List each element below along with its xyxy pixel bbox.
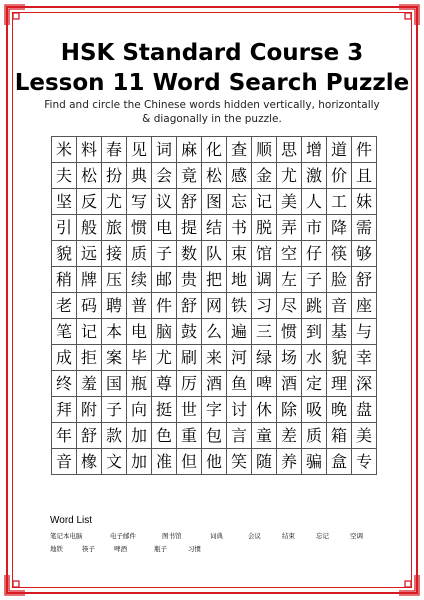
grid-cell[interactable]: 竟 [177,163,202,189]
grid-cell[interactable]: 吸 [302,397,327,423]
grid-cell[interactable]: 貌 [52,241,77,267]
word-list-item: 空调 [350,532,363,540]
grid-cell[interactable]: 舒 [177,293,202,319]
grid-cell[interactable]: 旅 [102,215,127,241]
grid-cell[interactable]: 地 [227,267,252,293]
grid-cell[interactable]: 骗 [302,449,327,475]
grid-cell[interactable]: 尤 [277,163,302,189]
grid-cell[interactable]: 激 [302,163,327,189]
grid-cell[interactable]: 与 [352,319,377,345]
grid-cell[interactable]: 终 [52,371,77,397]
grid-cell[interactable]: 晚 [327,397,352,423]
grid-cell[interactable]: 议 [152,189,177,215]
grid-cell[interactable]: 筷 [327,241,352,267]
grid-cell[interactable]: 色 [152,423,177,449]
grid-cell[interactable]: 定 [302,371,327,397]
word-list-item: 会议 [248,532,261,540]
grid-cell[interactable]: 字 [202,397,227,423]
page-subtitle: Lesson 11 Word Search Puzzle [14,70,410,96]
grid-cell[interactable]: 准 [152,449,177,475]
grid-cell[interactable]: 啤 [252,371,277,397]
grid-cell[interactable]: 惯 [127,215,152,241]
grid-cell[interactable]: 基 [327,319,352,345]
corner-ornament-icon [4,574,26,596]
grid-cell[interactable]: 盒 [327,449,352,475]
word-list-item: 电子邮件 [110,532,136,540]
grid-cell[interactable]: 音 [52,449,77,475]
grid-cell[interactable]: 件 [152,293,177,319]
grid-cell[interactable]: 世 [177,397,202,423]
word-list-item: 习惯 [188,545,201,553]
grid-cell[interactable]: 稍 [52,267,77,293]
grid-cell[interactable]: 场 [277,345,302,371]
grid-cell[interactable]: 重 [177,423,202,449]
grid-cell[interactable]: 质 [127,241,152,267]
grid-cell[interactable]: 鼓 [177,319,202,345]
grid-cell[interactable]: 他 [202,449,227,475]
grid-cell[interactable]: 舒 [177,189,202,215]
grid-cell[interactable]: 遍 [227,319,252,345]
grid-cell[interactable]: 写 [127,189,152,215]
word-list-item: 地铁 [50,545,63,553]
word-list-item: 瓶子 [154,545,167,553]
grid-cell[interactable]: 羞 [77,371,102,397]
grid-cell[interactable]: 顺 [252,137,277,163]
grid-cell[interactable]: 尊 [152,371,177,397]
grid-cell[interactable]: 水 [302,345,327,371]
grid-cell[interactable]: 座 [352,293,377,319]
grid-cell[interactable]: 思 [277,137,302,163]
grid-cell[interactable]: 典 [127,163,152,189]
grid-cell[interactable]: 接 [102,241,127,267]
grid-cell[interactable]: 人 [302,189,327,215]
word-list-heading: Word List [50,515,93,526]
word-list-item: 图书馆 [162,532,182,540]
grid-cell[interactable]: 酒 [202,371,227,397]
grid-cell[interactable]: 质 [302,423,327,449]
grid-cell[interactable]: 但 [177,449,202,475]
grid-cell[interactable]: 讨 [227,397,252,423]
page-title: HSK Standard Course 3 [60,40,364,66]
grid-cell[interactable]: 瓶 [127,371,152,397]
grid-cell[interactable]: 年 [52,423,77,449]
grid-cell[interactable]: 舒 [77,423,102,449]
grid-cell[interactable]: 仔 [302,241,327,267]
grid-cell[interactable]: 笔 [52,319,77,345]
grid-cell[interactable]: 美 [277,189,302,215]
grid-cell[interactable]: 且 [352,163,377,189]
grid-cell[interactable]: 加 [127,449,152,475]
grid-cell[interactable]: 邮 [152,267,177,293]
grid-cell[interactable]: 坚 [52,189,77,215]
grid-cell[interactable]: 河 [227,345,252,371]
grid-cell[interactable]: 老 [52,293,77,319]
grid-cell[interactable]: 够 [352,241,377,267]
grid-cell[interactable]: 码 [77,293,102,319]
grid-cell[interactable]: 音 [327,293,352,319]
grid-cell[interactable]: 价 [327,163,352,189]
grid-cell[interactable]: 三 [252,319,277,345]
grid-cell[interactable]: 向 [127,397,152,423]
grid-cell[interactable]: 牌 [77,267,102,293]
grid-cell[interactable]: 感 [227,163,252,189]
grid-cell[interactable]: 款 [102,423,127,449]
word-list-item: 笔记本电脑 [50,532,83,540]
grid-cell[interactable]: 箱 [327,423,352,449]
grid-cell[interactable]: 尤 [102,189,127,215]
grid-cell[interactable]: 网 [202,293,227,319]
grid-cell[interactable]: 养 [277,449,302,475]
grid-cell[interactable]: 会 [152,163,177,189]
grid-cell[interactable]: 脑 [152,319,177,345]
grid-cell[interactable]: 馆 [252,241,277,267]
grid-cell[interactable]: 松 [202,163,227,189]
grid-cell[interactable]: 刷 [177,345,202,371]
grid-cell[interactable]: 米 [52,137,77,163]
word-list-item: 结束 [282,532,295,540]
grid-cell[interactable]: 普 [127,293,152,319]
grid-cell[interactable]: 松 [77,163,102,189]
grid-cell[interactable]: 绿 [252,345,277,371]
grid-cell[interactable]: 提 [177,215,202,241]
grid-cell[interactable]: 酒 [277,371,302,397]
grid-cell[interactable]: 压 [102,267,127,293]
corner-ornament-icon [398,4,420,26]
grid-cell[interactable]: 降 [327,215,352,241]
grid-cell[interactable]: 引 [52,215,77,241]
corner-ornament-icon [398,574,420,596]
grid-cell[interactable]: 般 [77,215,102,241]
grid-cell[interactable]: 习 [252,293,277,319]
grid-cell[interactable]: 理 [327,371,352,397]
grid-cell[interactable]: 记 [77,319,102,345]
grid-cell[interactable]: 束 [227,241,252,267]
grid-cell[interactable]: 市 [302,215,327,241]
grid-cell[interactable]: 来 [202,345,227,371]
grid-cell[interactable]: 电 [152,215,177,241]
grid-cell[interactable]: 贵 [177,267,202,293]
grid-cell[interactable]: 脸 [327,267,352,293]
grid-cell[interactable]: 子 [152,241,177,267]
grid-cell[interactable]: 续 [127,267,152,293]
grid-cell[interactable]: 电 [127,319,152,345]
grid-cell[interactable]: 铁 [227,293,252,319]
grid-cell[interactable]: 结 [202,215,227,241]
grid-cell[interactable]: 厉 [177,371,202,397]
grid-cell[interactable]: 增 [302,137,327,163]
word-list-item: 忘记 [316,532,329,540]
grid-cell[interactable]: 尤 [152,345,177,371]
grid-cell[interactable]: 言 [227,423,252,449]
grid-cell[interactable]: 妹 [352,189,377,215]
grid-cell[interactable]: 童 [252,423,277,449]
word-list-item: 啤酒 [114,545,127,553]
grid-cell[interactable]: 本 [102,319,127,345]
grid-cell[interactable]: 把 [202,267,227,293]
grid-cell[interactable]: 附 [77,397,102,423]
grid-cell[interactable]: 随 [252,449,277,475]
word-list-item: 词典 [210,532,223,540]
word-list-item: 筷子 [82,545,95,553]
grid-cell[interactable]: 鱼 [227,371,252,397]
grid-cell[interactable]: 需 [352,215,377,241]
grid-cell[interactable]: 貌 [327,345,352,371]
corner-ornament-icon [4,4,26,26]
grid-cell[interactable]: 拒 [77,345,102,371]
grid-cell[interactable]: 拜 [52,397,77,423]
grid-cell[interactable]: 数 [177,241,202,267]
grid-cell[interactable]: 见 [127,137,152,163]
grid-cell[interactable]: 麻 [177,137,202,163]
grid-cell[interactable]: 春 [102,137,127,163]
grid-cell[interactable]: 反 [77,189,102,215]
grid-cell[interactable]: 案 [102,345,127,371]
grid-cell[interactable]: 图 [202,189,227,215]
grid-cell[interactable]: 惯 [277,319,302,345]
instructions: Find and circle the Chinese words hidden vertically, horizontally & diagonally in the puzzle. [44,99,380,125]
grid-cell[interactable]: 包 [202,423,227,449]
grid-cell[interactable]: 远 [77,241,102,267]
grid-cell[interactable]: 道 [327,137,352,163]
grid-cell[interactable]: 国 [102,371,127,397]
grid-cell[interactable]: 挺 [152,397,177,423]
grid-cell[interactable]: 记 [252,189,277,215]
grid-cell[interactable]: 扮 [102,163,127,189]
grid-cell[interactable]: 金 [252,163,277,189]
grid-cell[interactable]: 书 [227,215,252,241]
grid-cell[interactable]: 休 [252,397,277,423]
grid-cell[interactable]: 笑 [227,449,252,475]
grid-cell[interactable]: 差 [277,423,302,449]
grid-cell[interactable]: 聘 [102,293,127,319]
grid-cell[interactable]: 左 [277,267,302,293]
grid-cell[interactable]: 弄 [277,215,302,241]
grid-cell[interactable]: 尽 [277,293,302,319]
grid-cell[interactable]: 调 [252,267,277,293]
grid-cell[interactable]: 忘 [227,189,252,215]
grid-cell[interactable]: 队 [202,241,227,267]
grid-cell[interactable]: 深 [352,371,377,397]
word-search-grid [51,136,377,475]
grid-cell[interactable]: 专 [352,449,377,475]
grid-cell[interactable]: 脱 [252,215,277,241]
grid-cell[interactable]: 盘 [352,397,377,423]
grid-cell[interactable]: 橡 [77,449,102,475]
grid-cell[interactable]: 舒 [352,267,377,293]
grid-cell[interactable]: 加 [127,423,152,449]
grid-cell[interactable]: 工 [327,189,352,215]
grid-cell[interactable]: 空 [277,241,302,267]
grid-cell[interactable]: 查 [227,137,252,163]
grid-cell[interactable]: 成 [52,345,77,371]
grid-cell[interactable]: 化 [202,137,227,163]
grid-cell[interactable]: 美 [352,423,377,449]
grid-cell[interactable]: 词 [152,137,177,163]
grid-cell[interactable]: 子 [102,397,127,423]
grid-cell[interactable]: 毕 [127,345,152,371]
grid-cell[interactable]: 料 [77,137,102,163]
grid-cell[interactable]: 文 [102,449,127,475]
grid-cell[interactable]: 跳 [302,293,327,319]
grid-cell[interactable]: 夫 [52,163,77,189]
grid-cell[interactable]: 子 [302,267,327,293]
grid-cell[interactable]: 除 [277,397,302,423]
grid-cell[interactable]: 到 [302,319,327,345]
grid-cell[interactable]: 幸 [352,345,377,371]
grid-cell[interactable]: 么 [202,319,227,345]
grid-cell[interactable]: 件 [352,137,377,163]
